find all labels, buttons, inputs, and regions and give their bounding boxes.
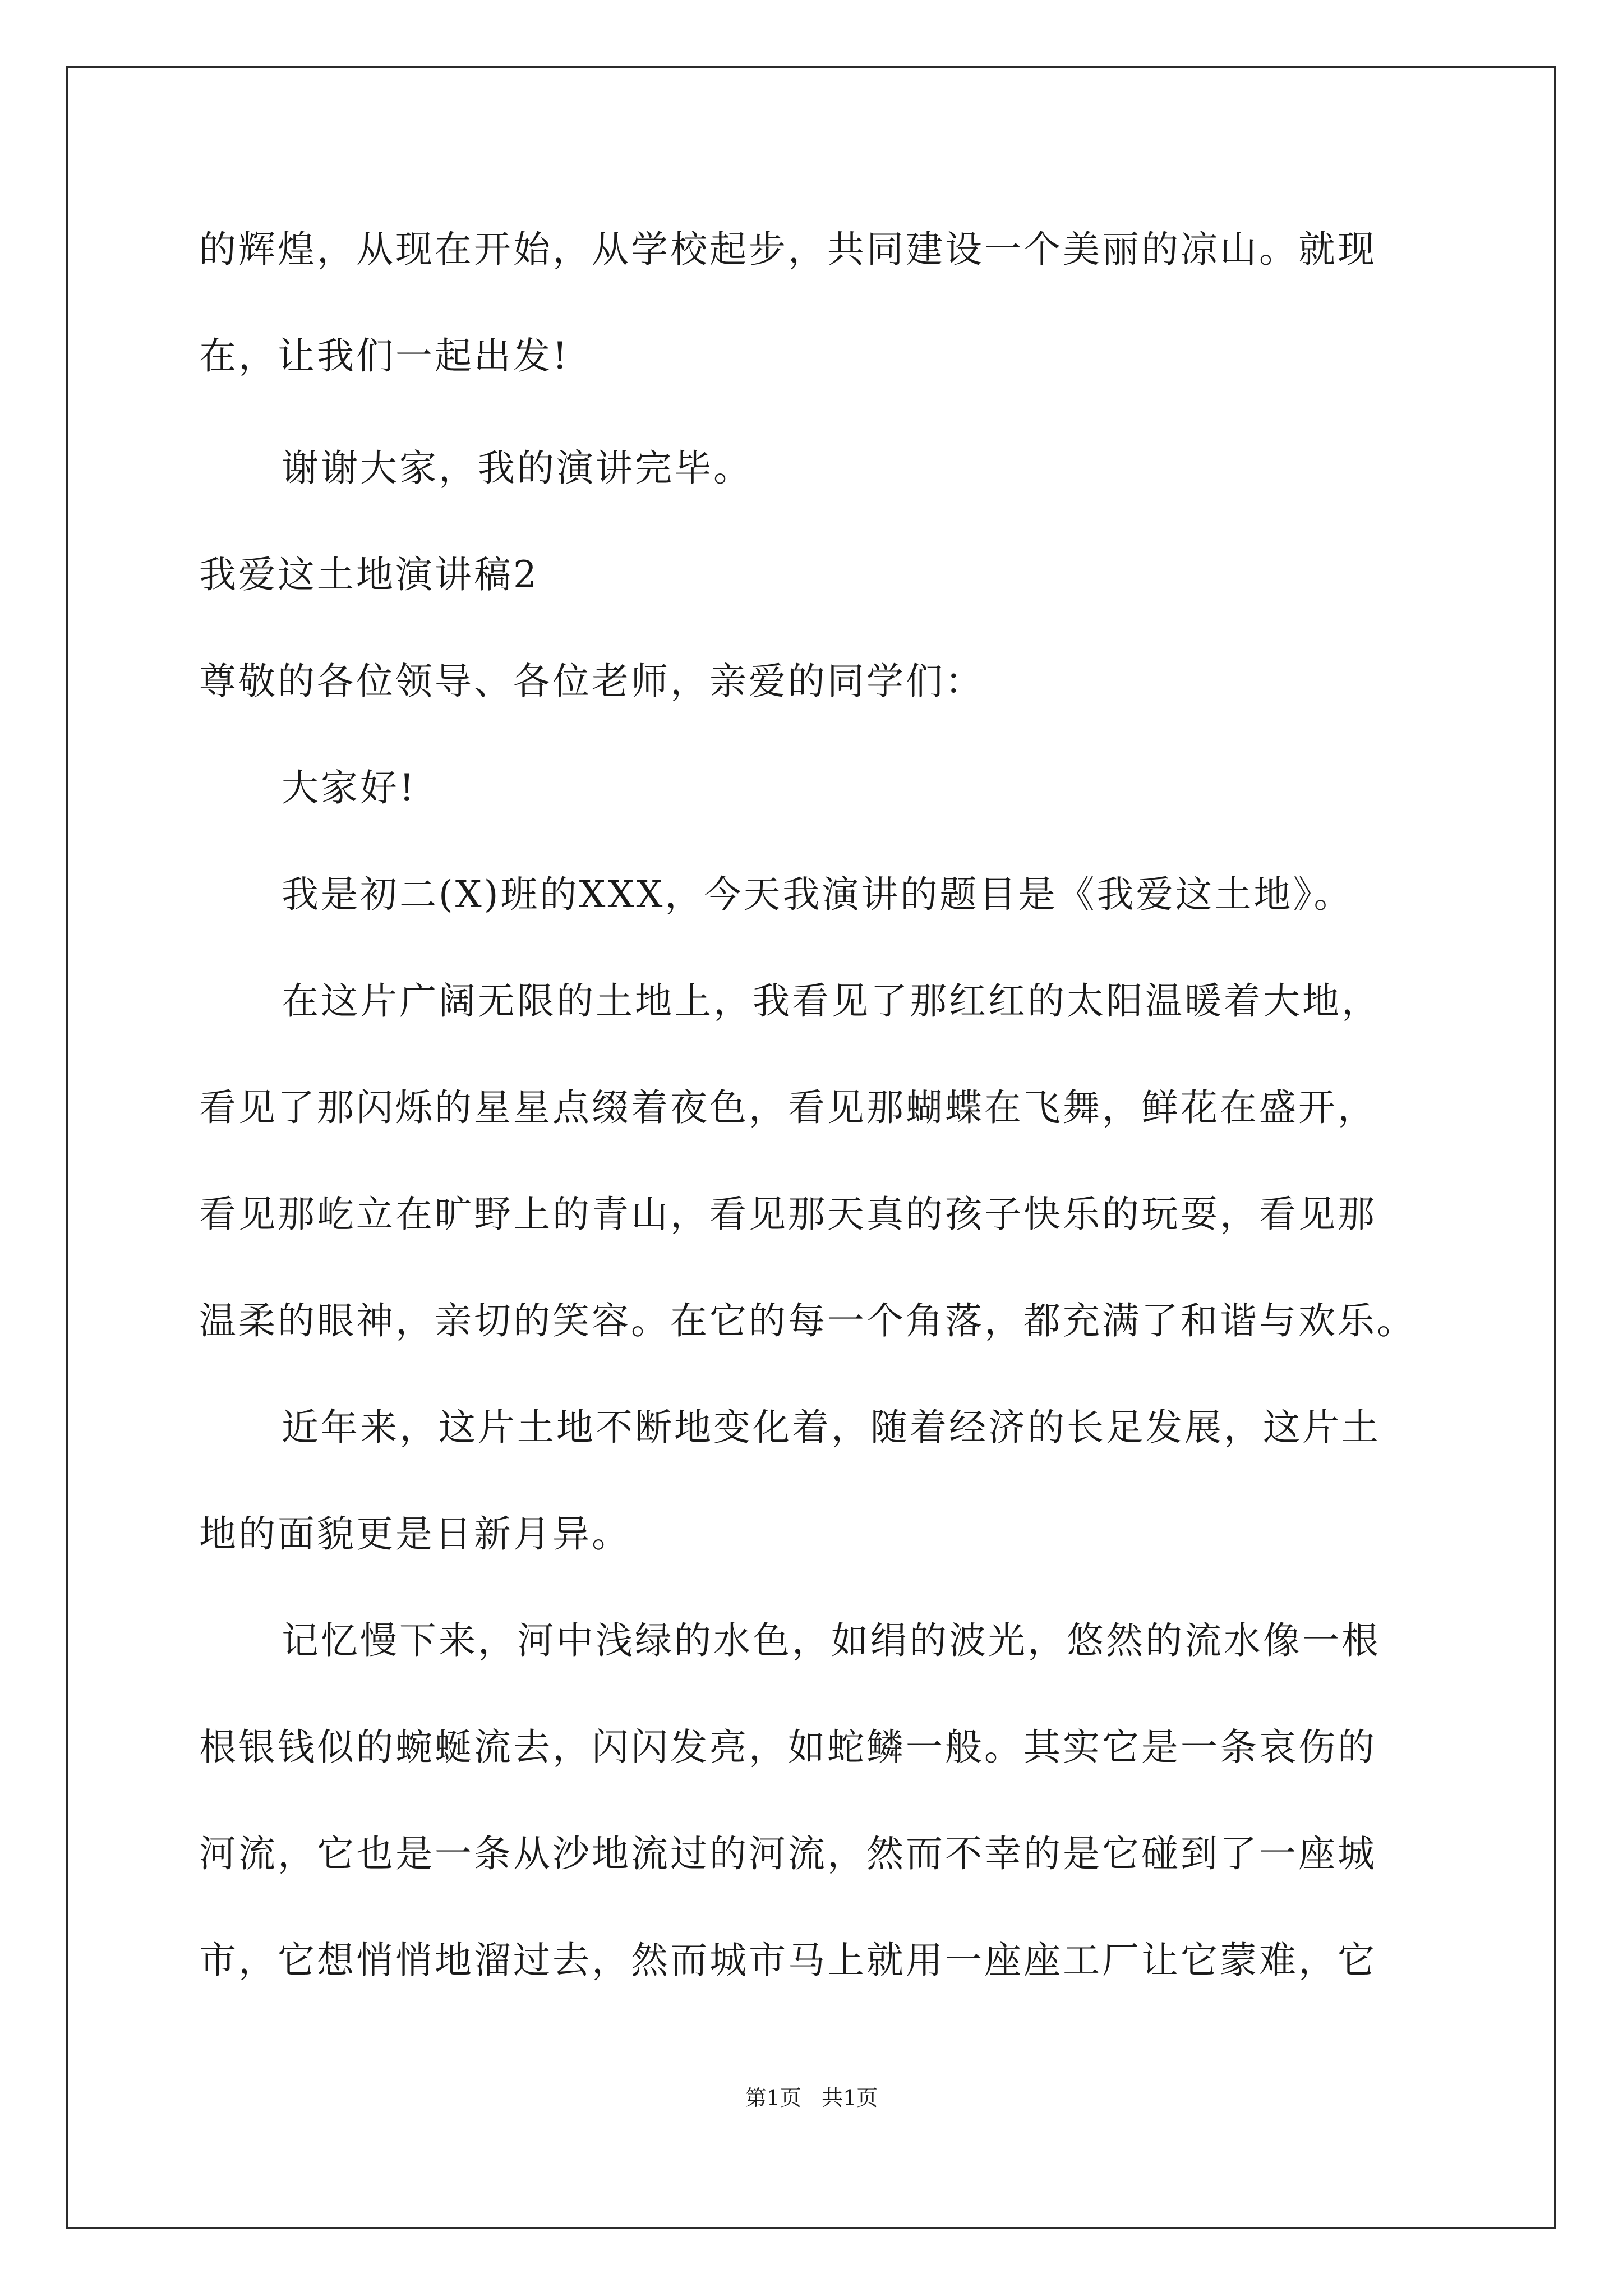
- paragraph-line: 记忆慢下来，河中浅绿的水色，如绢的波光，悠然的流水像一根: [282, 1619, 1381, 1662]
- paragraph-line: 河流，它也是一条从沙地流过的河流，然而不幸的是它碰到了一座城: [199, 1832, 1377, 1875]
- paragraph-line: 谢谢大家，我的演讲完毕。: [282, 447, 753, 490]
- salutation: 尊敬的各位领导、各位老师，亲爱的同学们：: [199, 660, 984, 703]
- paragraph-line: 大家好!: [282, 766, 417, 809]
- paragraph-line: 温柔的眼神，亲切的笑容。在它的每一个角落，都充满了和谐与欢乐。: [199, 1299, 1416, 1342]
- paragraph-line: 市，它想悄悄地溜过去，然而城市马上就用一座座工厂让它蒙难，它: [199, 1939, 1377, 1982]
- paragraph-line: 我是初二(X)班的XXX，今天我演讲的题目是《我爱这土地》。: [282, 873, 1353, 916]
- paragraph-line: 近年来，这片土地不断地变化着，随着经济的长足发展，这片土: [282, 1406, 1381, 1449]
- paragraph-line: 在这片广阔无限的土地上，我看见了那红红的太阳温暖着大地，: [282, 979, 1381, 1023]
- page-number-footer: 第1页 共1页: [745, 2086, 878, 2110]
- paragraph-line: 地的面貌更是日新月异。: [199, 1512, 631, 1556]
- section-heading: 我爱这土地演讲稿2: [199, 553, 539, 596]
- paragraph-line: 根银钱似的蜿蜒流去，闪闪发亮，如蛇鳞一般。其实它是一条哀伤的: [199, 1726, 1377, 1769]
- paragraph-line: 看见了那闪烁的星星点缀着夜色，看见那蝴蝶在飞舞，鲜花在盛开，: [199, 1086, 1377, 1129]
- page-border: [66, 66, 1556, 2229]
- paragraph-line: 在，让我们一起出发!: [199, 334, 570, 378]
- paragraph-line: 看见那屹立在旷野上的青山，看见那天真的孩子快乐的玩耍，看见那: [199, 1193, 1377, 1236]
- paragraph-line: 的辉煌，从现在开始，从学校起步，共同建设一个美丽的凉山。就现: [199, 228, 1377, 271]
